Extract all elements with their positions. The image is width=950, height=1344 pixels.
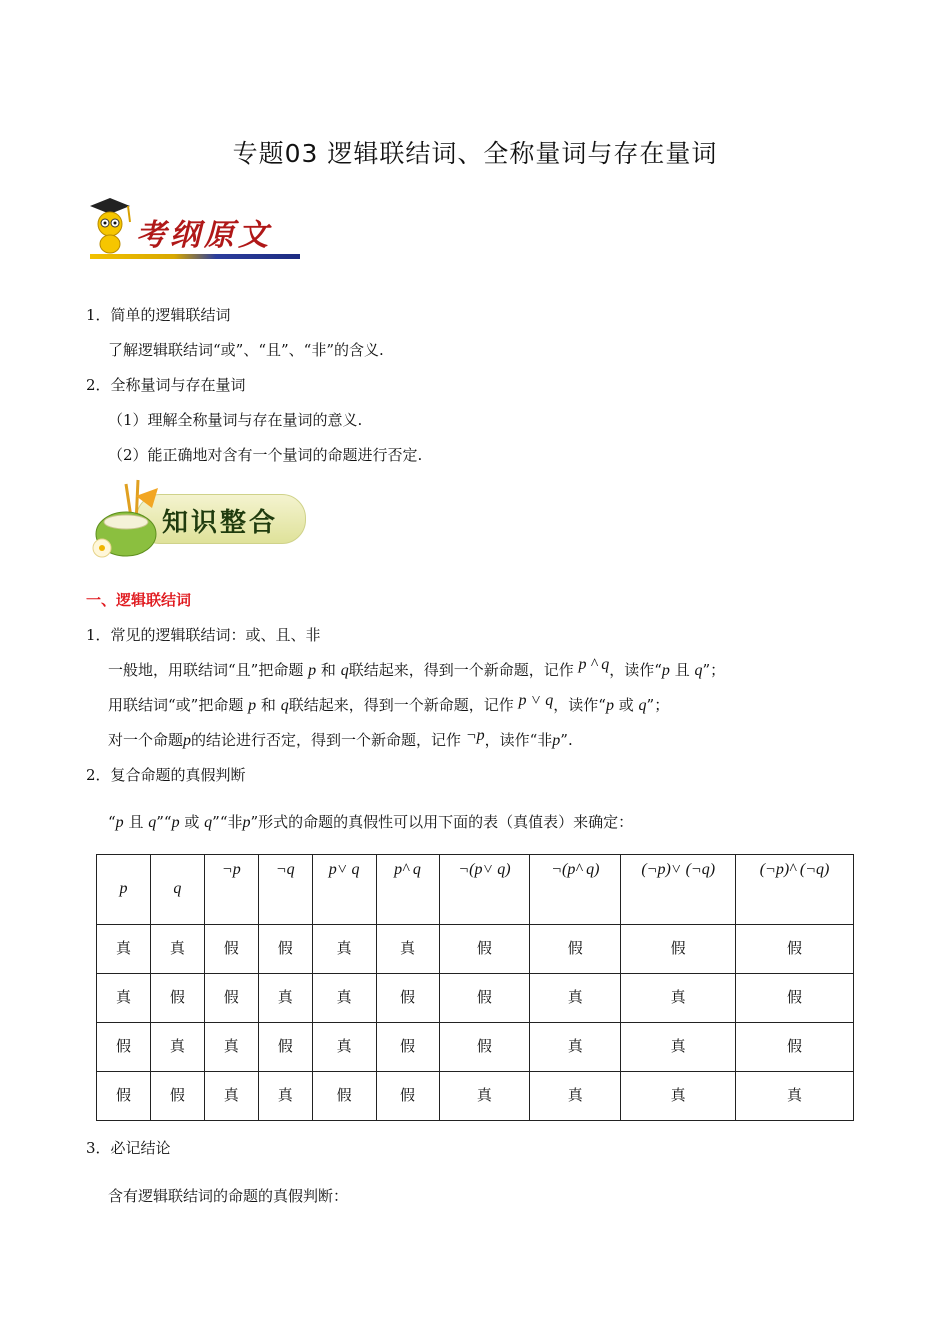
banner-underline [90, 254, 300, 259]
var-p: p [552, 732, 561, 749]
text: ”； [702, 661, 726, 679]
text: 一般地，用联结词“且”把命题 [108, 661, 304, 679]
table-cell: 真 [258, 1072, 312, 1121]
table-cell: 假 [376, 1023, 439, 1072]
table-cell: 假 [150, 1072, 204, 1121]
table-cell: 假 [530, 925, 621, 974]
table-row [97, 925, 854, 974]
var-p: p [242, 814, 251, 831]
table-cell: 真 [439, 1072, 530, 1121]
table-cell: 真 [312, 925, 376, 974]
section-heading: 一、逻辑联结词 [86, 591, 192, 609]
text: 联结起来，得到一个新命题，记作 [348, 661, 574, 679]
table-cell: 真 [621, 974, 736, 1023]
var-q: q [340, 662, 349, 679]
var-q: q [280, 697, 289, 714]
truth-table [96, 854, 854, 1121]
table-cell: 假 [439, 1023, 530, 1072]
table-row [97, 974, 854, 1023]
paragraph-3: 3．必记结论 [86, 1139, 171, 1157]
text: 或 [618, 696, 634, 714]
text: ，读作“ [609, 661, 662, 679]
syllabus-item-1-body: 了解逻辑联结词“或”、“且”、“非”的含义. [108, 341, 384, 359]
header-cell: p^ q [376, 855, 439, 925]
table-cell: 假 [204, 925, 258, 974]
syllabus-banner-text: 考纲原文 [136, 218, 272, 253]
var-p: p [605, 697, 614, 714]
table-cell: 真 [312, 974, 376, 1023]
page-title: 专题03 逻辑联结词、全称量词与存在量词 [232, 139, 718, 168]
table-header-row [97, 855, 854, 925]
var-p: p [171, 814, 180, 831]
table-cell: 假 [97, 1023, 151, 1072]
graduate-cap-mascot-icon [84, 196, 136, 260]
text: ”； [646, 696, 670, 714]
syllabus-banner [84, 196, 300, 264]
text: 且 [674, 661, 690, 679]
text: 且 [128, 813, 144, 831]
var-p: p [248, 697, 257, 714]
table-cell: 真 [258, 974, 312, 1023]
and-definition [108, 656, 726, 681]
table-cell: 真 [621, 1023, 736, 1072]
text: 的结论进行否定，得到一个新命题，记作 [191, 731, 462, 749]
text: 和 [260, 696, 276, 714]
table-cell: 真 [312, 1023, 376, 1072]
header-cell: ¬q [258, 855, 312, 925]
table-cell: 假 [204, 974, 258, 1023]
var-p: p [115, 814, 124, 831]
syllabus-item-2-sub2: （2）能正确地对含有一个量词的命题进行否定. [108, 446, 423, 464]
table-cell: 真 [150, 1023, 204, 1072]
table-cell: 真 [97, 974, 151, 1023]
var-p: p [183, 732, 192, 749]
table-cell: 假 [439, 925, 530, 974]
table-cell: 假 [621, 925, 736, 974]
header-cell: p˅ q [312, 855, 376, 925]
not-symbol: ¬p [465, 727, 485, 744]
knowledge-banner-text: 知识整合 [162, 508, 279, 538]
truth-table-intro [108, 812, 633, 833]
header-cell: (¬p)^ (¬q) [736, 855, 854, 925]
text: “ [108, 813, 116, 831]
text: ”. [560, 731, 573, 749]
header-cell: q [150, 855, 204, 925]
text: ，读作“非 [484, 731, 553, 749]
table-cell: 假 [258, 1023, 312, 1072]
or-definition [108, 692, 670, 716]
text: 和 [320, 661, 336, 679]
syllabus-item-2: 2．全称量词与存在量词 [86, 376, 246, 394]
table-cell: 假 [258, 925, 312, 974]
header-cell: ¬(p^ q) [530, 855, 621, 925]
table-cell: 真 [97, 925, 151, 974]
syllabus-item-2-sub1: （1）理解全称量词与存在量词的意义. [108, 411, 363, 429]
table-cell: 真 [204, 1072, 258, 1121]
text: ”形式的命题的真假性可以用下面的表（真值表）来确定： [250, 813, 634, 831]
table-cell: 假 [312, 1072, 376, 1121]
table-cell: 假 [736, 1023, 854, 1072]
table-cell: 真 [530, 1072, 621, 1121]
table-cell: 假 [376, 1072, 439, 1121]
table-row [97, 1072, 854, 1121]
coconut-drink-icon [86, 478, 166, 566]
table-cell: 假 [439, 974, 530, 1023]
text: 对一个命题 [108, 731, 184, 749]
header-cell: (¬p)˅ (¬q) [621, 855, 736, 925]
header-cell: p [97, 855, 151, 925]
header-cell: ¬(p˅ q) [439, 855, 530, 925]
table-cell: 真 [530, 1023, 621, 1072]
table-cell: 真 [150, 925, 204, 974]
table-cell: 真 [621, 1072, 736, 1121]
not-definition [108, 727, 573, 751]
var-q: q [148, 814, 157, 831]
table-cell: 假 [97, 1072, 151, 1121]
var-q: q [204, 814, 213, 831]
text: 联结起来，得到一个新命题，记作 [288, 696, 514, 714]
and-symbol: p ^ q [578, 656, 610, 673]
var-q: q [694, 662, 703, 679]
paragraph-3-body: 含有逻辑联结词的命题的真假判断： [108, 1187, 349, 1205]
table-cell: 假 [736, 925, 854, 974]
table-cell: 假 [376, 974, 439, 1023]
text: ，读作“ [553, 696, 606, 714]
header-cell: ¬p [204, 855, 258, 925]
text: ”“ [156, 813, 172, 831]
var-p: p [661, 662, 670, 679]
table-cell: 假 [736, 974, 854, 1023]
paragraph-1: 1．常见的逻辑联结词：或、且、非 [86, 626, 321, 644]
table-cell: 真 [530, 974, 621, 1023]
table-cell: 真 [736, 1072, 854, 1121]
var-p: p [308, 662, 317, 679]
text: 或 [184, 813, 200, 831]
text: 用联结词“或”把命题 [108, 696, 244, 714]
paragraph-2: 2．复合命题的真假判断 [86, 766, 246, 784]
table-row [97, 1023, 854, 1072]
table-cell: 假 [150, 974, 204, 1023]
var-q: q [638, 697, 647, 714]
knowledge-banner [86, 478, 308, 566]
table-cell: 真 [376, 925, 439, 974]
syllabus-item-1: 1．简单的逻辑联结词 [86, 306, 231, 324]
or-symbol: p ˅ q [518, 692, 554, 709]
text: ”“非 [212, 813, 243, 831]
table-cell: 真 [204, 1023, 258, 1072]
